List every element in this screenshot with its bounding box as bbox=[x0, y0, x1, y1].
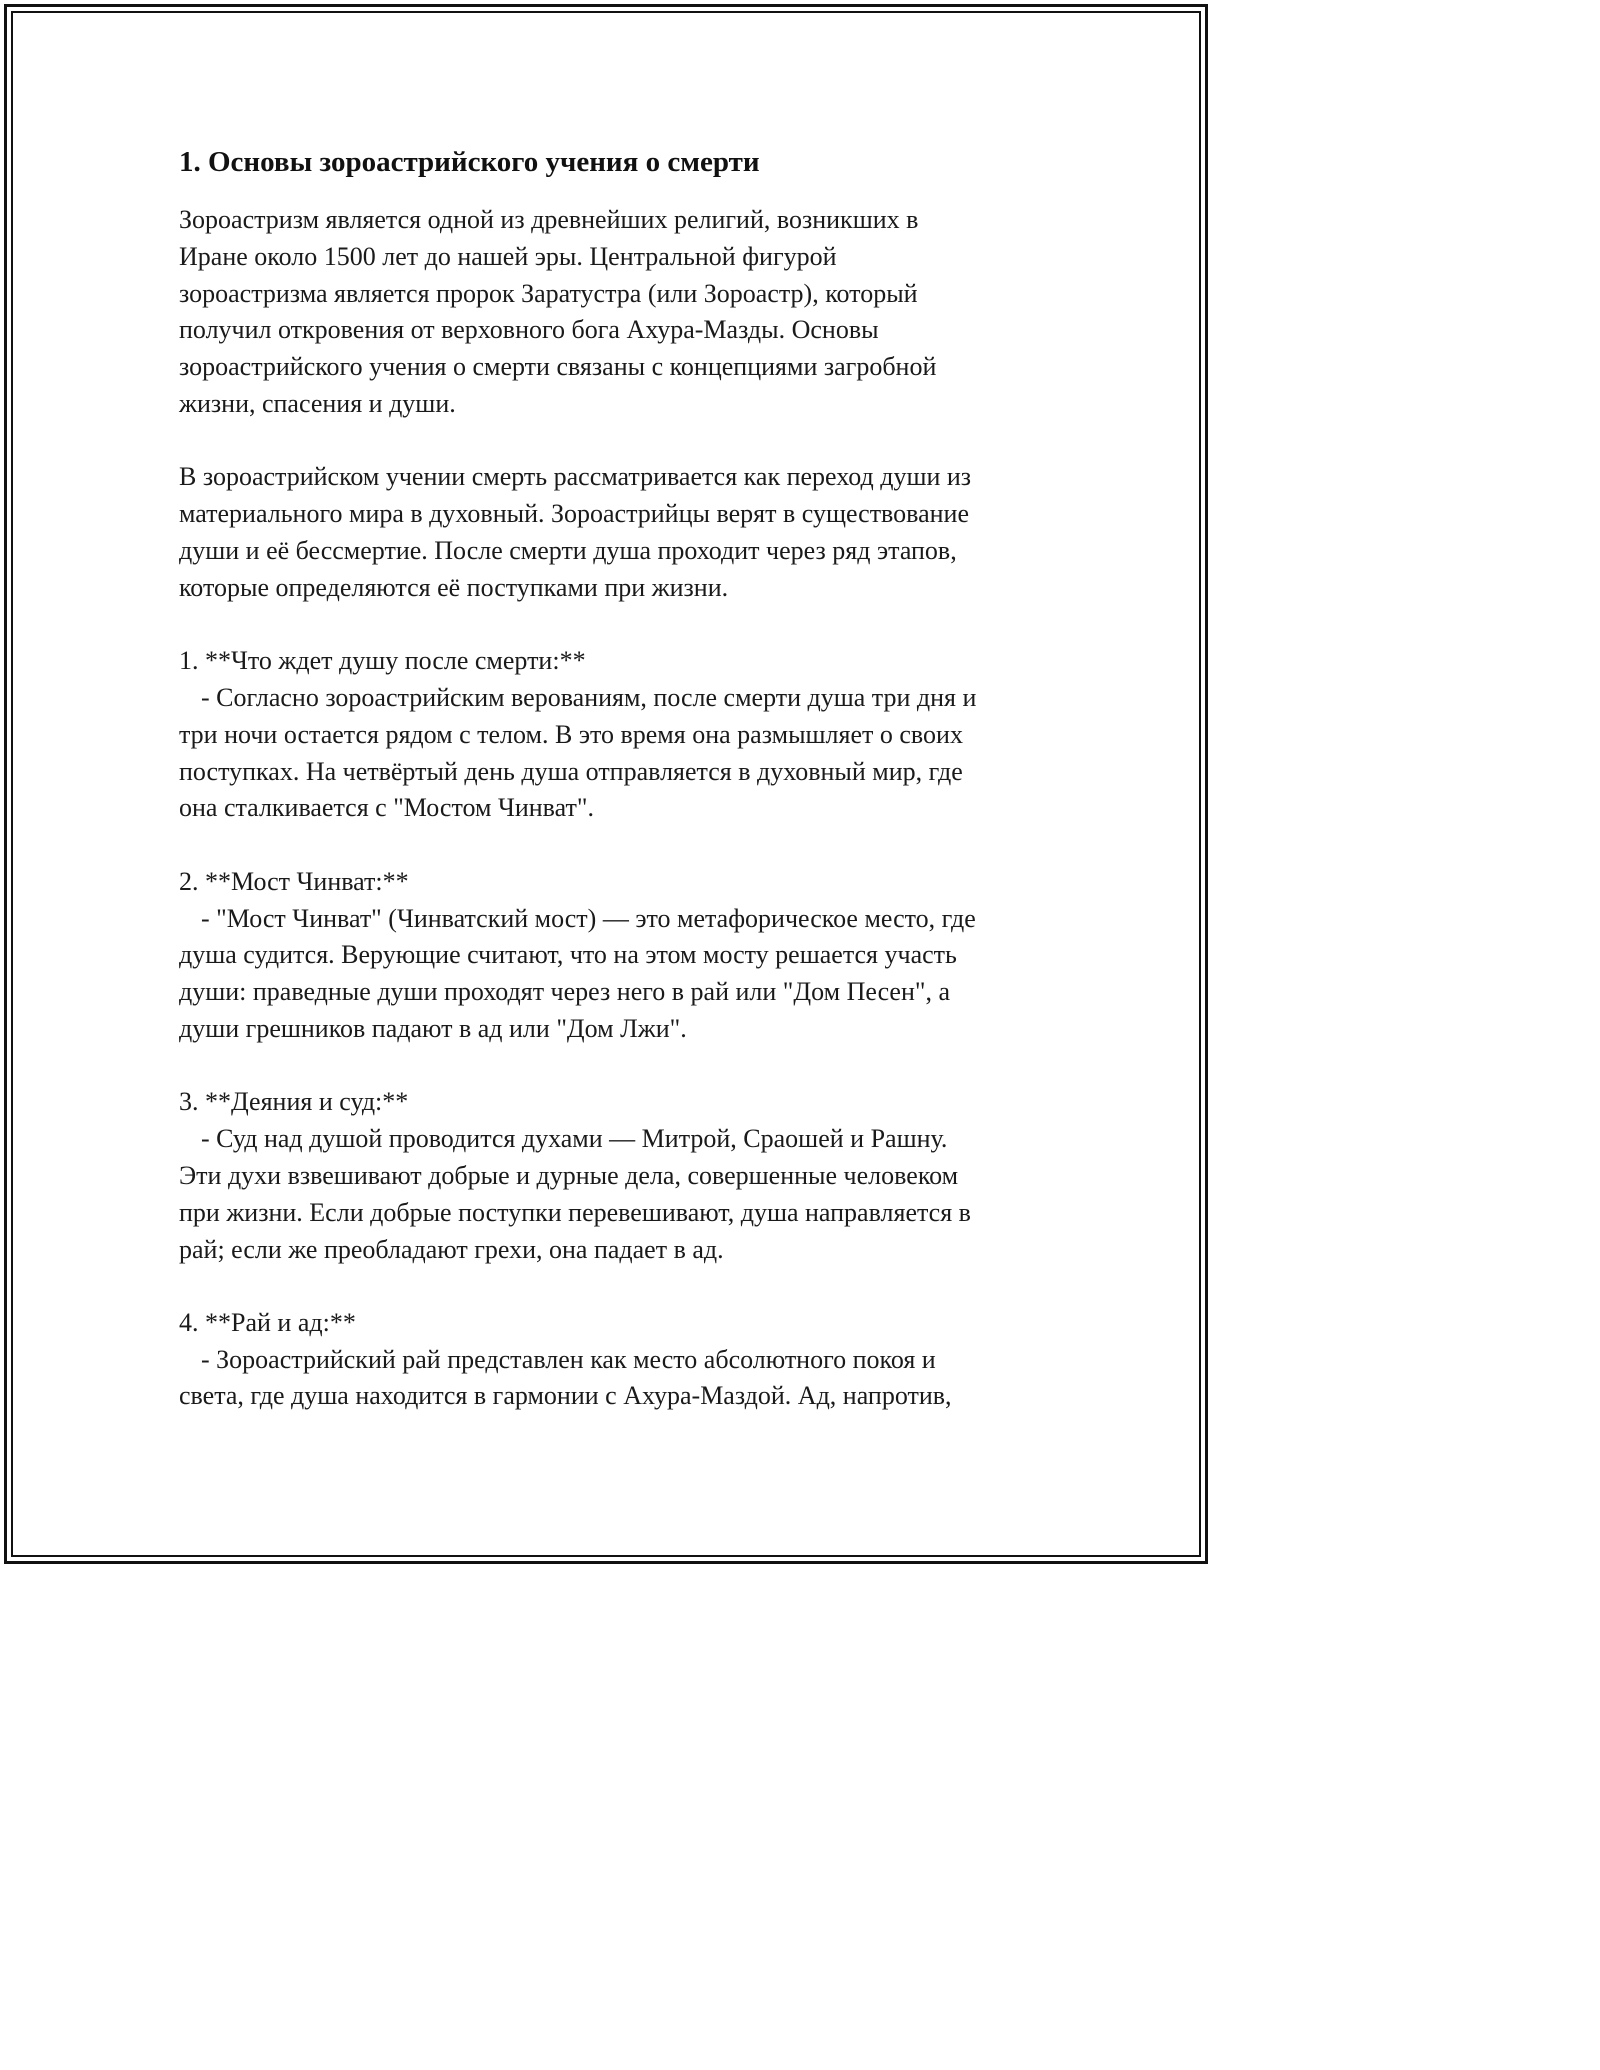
list-item-body: - Согласно зороастрийским верованиям, после смерти душа три дня и три ночи остается рядом с телом. В это время она размышляет о своих поступках. На четвёртый день душа отправляется в духовный мир, где она сталкивается с "Мостом Чинват". bbox=[179, 682, 977, 823]
list-item-title: 4. **Рай и ад:** bbox=[179, 1307, 356, 1337]
list-item-body: - "Мост Чинват" (Чинватский мост) — это метафорическое место, где душа судится. Верующие считают, что на этом мосту решается участь души: праведные души проходят через него в рай или "Дом Песен", а души грешников падают в ад или "Дом Лжи". bbox=[179, 903, 976, 1043]
paragraph-intro: Зороастризм является одной из древнейших религий, возникших в Иране около 1500 лет до нашей эры. Центральной фигурой зороастризма является пророк Заратустра (или Зороастр), который получил откровения от верховного бога Ахура-Мазды. Основы зороастрийского учения о смерти связаны с концепциями загробной жизни, спасения и души. bbox=[179, 205, 937, 418]
list-item bbox=[179, 1084, 1049, 1268]
list-item-title: 1. **Что ждет душу после смерти:** bbox=[179, 646, 586, 676]
list-item-body: - Зороастрийский рай представлен как место абсолютного покоя и света, где душа находится в гармонии с Ахура-Маздой. Ад, напротив, bbox=[179, 1344, 952, 1411]
list-item-body: - Суд над душой проводится духами — Митрой, Сраошей и Рашну. Эти духи взвешивают добрые и дурные дела, совершенные человеком при жизни. Если добрые поступки перевешивают, душа направляется в рай; если же преобладают грехи, она падает в ад. bbox=[179, 1124, 971, 1264]
list-item bbox=[179, 1305, 1049, 1415]
section-heading: 1. Основы зороастрийского учения о смерти bbox=[179, 146, 760, 178]
list-item bbox=[179, 864, 1049, 1048]
list-item bbox=[179, 643, 1049, 827]
paragraph-death-transition: В зороастрийском учении смерть рассматривается как переход души из материального мира в духовный. Зороастрийцы верят в существование души и её бессмертие. После смерти душа проходит через ряд этапов, которые определяются её поступками при жизни. bbox=[179, 462, 972, 602]
list-item-title: 3. **Деяния и суд:** bbox=[179, 1087, 409, 1117]
list-item-title: 2. **Мост Чинват:** bbox=[179, 866, 409, 896]
document-body bbox=[179, 138, 1049, 1415]
